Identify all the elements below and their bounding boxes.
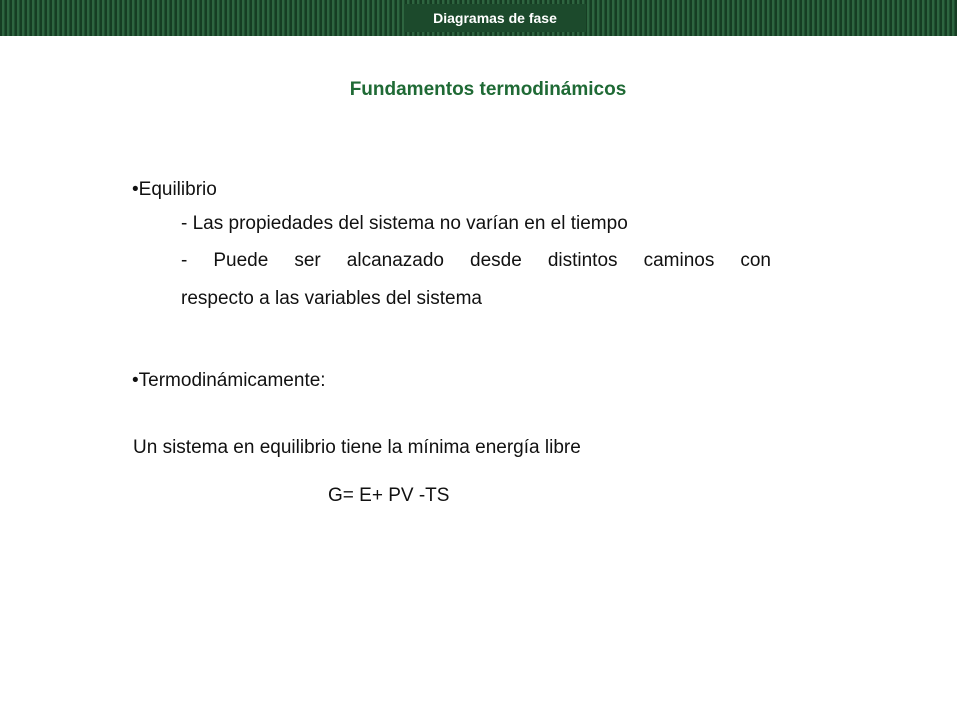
bullet-equilibrio: •Equilibrio	[132, 179, 217, 200]
slide-title: Fundamentos termodinámicos	[349, 79, 627, 100]
header-banner	[0, 0, 957, 36]
subpoint-caminos: - Puede ser alcanazado desde distintos caminos con	[181, 250, 771, 271]
section-label: Diagramas de fase	[404, 4, 586, 32]
subpoint-propiedades: - Las propiedades del sistema no varían en el tiempo	[181, 213, 628, 234]
bullet-termodinamicamente: •Termodinámicamente:	[132, 370, 326, 391]
equilibrium-statement: Un sistema en equilibrio tiene la mínima energía libre	[133, 437, 581, 458]
subpoint-caminos-continuation: respecto a las variables del sistema	[181, 288, 482, 309]
gibbs-equation: G= E+ PV -TS	[328, 485, 450, 506]
